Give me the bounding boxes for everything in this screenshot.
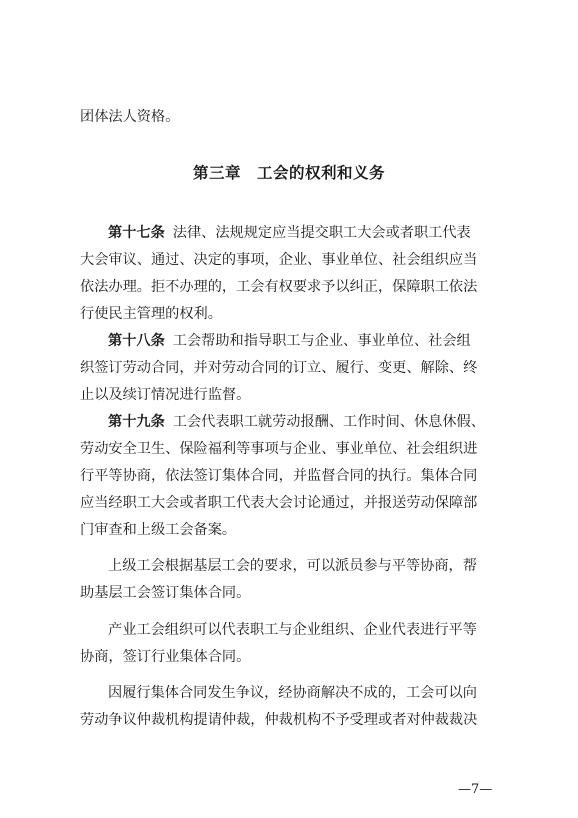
para-upper-line-1: 上级工会根据基层工会的要求，可以派员参与平等协商，帮 [108, 558, 477, 574]
article-17-line-4: 行使民主管理的权利。 [80, 306, 222, 322]
article-18-line-2: 织签订劳动合同，并对劳动合同的订立、履行、变更、解除、终 [80, 360, 478, 376]
article-17-line-2: 大会审议、通过、决定的事项，企业、事业单位、社会组织应当 [80, 252, 478, 268]
article-18-text-1: 工会帮助和指导职工与企业、事业单位、社会组 [172, 333, 471, 349]
article-18-line-1 [108, 331, 510, 351]
article-18-line-3: 止以及续订情况进行监督。 [80, 387, 251, 403]
article-19-text-1: 工会代表职工就劳动报酬、工作时间、休息休假、 [172, 414, 485, 430]
article-19-line-5: 门审查和上级工会备案。 [80, 522, 237, 538]
article-19-line-1 [108, 412, 510, 432]
article-19-label: 第十九条 [108, 414, 165, 430]
para-dispute-line-2: 劳动争议仲裁机构提请仲裁，仲裁机构不予受理或者对仲裁裁决 [80, 712, 478, 728]
article-19-line-3: 行平等协商，依法签订集体合同，并监督合同的执行。集体合同 [80, 468, 478, 484]
para-industry-line-2: 协商，签订行业集体合同。 [80, 649, 251, 665]
para-dispute-line-1: 因履行集体合同发生争议，经协商解决不成的，工会可以向 [108, 685, 477, 701]
article-17-line-3: 依法办理。拒不办理的，工会有权要求予以纠正，保障职工依法 [80, 279, 478, 295]
page-number: —7— [458, 782, 493, 797]
article-18-label: 第十八条 [108, 333, 165, 349]
article-19-line-2: 劳动安全卫生、保险福利等事项与企业、事业单位、社会组织进 [80, 441, 478, 457]
para-industry-line-1: 产业工会组织可以代表职工与企业组织、企业代表进行平等 [108, 622, 477, 638]
intro-line: 团体法人资格。 [80, 109, 180, 125]
chapter-title: 第三章 工会的权利和义务 [192, 164, 385, 182]
article-17-text-1: 法律、法规规定应当提交职工大会或者职工代表 [172, 225, 471, 241]
para-upper-line-2: 助基层工会签订集体合同。 [80, 585, 251, 601]
article-19-line-4: 应当经职工大会或者职工代表大会讨论通过，并报送劳动保障部 [80, 495, 478, 511]
article-17-label: 第十七条 [108, 225, 165, 241]
article-17-line-1 [108, 223, 510, 243]
